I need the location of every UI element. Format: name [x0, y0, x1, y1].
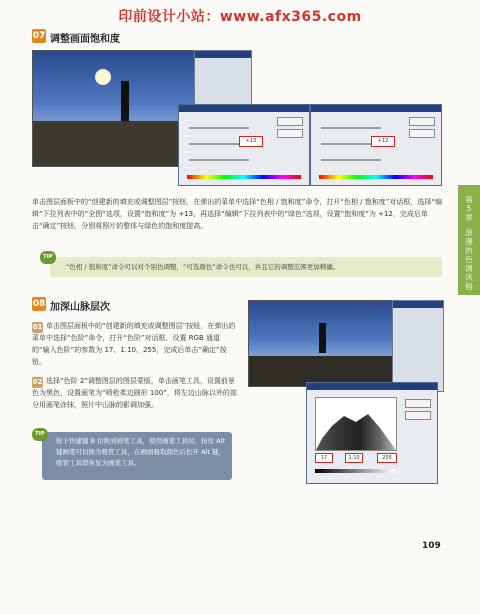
- page-number: 109: [422, 541, 441, 551]
- level-input-white: 255: [377, 453, 397, 463]
- levels-dialog: [306, 382, 438, 484]
- tip-box: [35, 431, 232, 480]
- section-title: 调整画面饱和度: [50, 34, 120, 45]
- figure-silhouette: [319, 323, 326, 353]
- section-body: 单击图层面板中的“创建新的填充或调整图层”按钮，在弹出的菜单中选择“色相 / 饱和度”命令，打开“色相 / 饱和度”对话框，选择“编辑”下拉列表中的“全图”选项，设置“饱和度”为 +13，再选择“编辑”下拉列表中的“绿色”选项，设置“饱和度”为 +12，完成后单击“确定”按钮，分别将照片的整体与绿色的饱和度提高。: [32, 198, 443, 230]
- step-text: 选择“色阶 2”调整图层的图层蒙版，单击画笔工具，设置前景色为黑色，设置画笔为“喷枪柔边圆形 100”，将左边山脉以外的部分用画笔涂抹，照片中山脉的影调加强。: [32, 377, 237, 409]
- saturation-value-2: +12: [371, 136, 395, 147]
- step-number: 01: [32, 323, 43, 331]
- section-number: 07: [32, 31, 46, 41]
- figure-photo-2: [248, 300, 395, 387]
- chapter-side-tab: [458, 185, 480, 295]
- level-input-black: 17: [315, 453, 333, 463]
- chapter-title: 浪漫的色调风格: [465, 228, 473, 291]
- tip-label: TIP: [40, 251, 56, 264]
- layers-panel: [194, 50, 252, 112]
- level-input-gamma: 1.10: [345, 453, 363, 463]
- tip-label: TIP: [32, 428, 48, 441]
- saturation-value-1: +13: [239, 136, 263, 147]
- layers-panel: [392, 300, 444, 392]
- tip-text: “色相 / 饱和度”命令可以对个别色调整，“可选颜色”命令也可以，并且它的调整范围更加精确。: [66, 263, 340, 271]
- figure-photo-1: [32, 50, 196, 167]
- figure-silhouette: [121, 81, 129, 121]
- hue-saturation-dialog-2: [310, 104, 442, 186]
- step-text: 单击图层面板中的“创建新的填充或调整图层”按钮，在弹出的菜单中选择“色阶”命令，打开“色阶”对话框，设置 RGB 通道的“输入色阶”的参数为 17、1.10、255，完成后单击“确定”按钮。: [32, 322, 236, 366]
- mountain-shape: [33, 121, 195, 166]
- sun-shape: [95, 69, 111, 85]
- step-number: 02: [32, 378, 43, 386]
- tip-box: [43, 254, 442, 277]
- hue-saturation-dialog-1: [178, 104, 310, 186]
- chapter-number: 第5章: [465, 195, 473, 222]
- tip-text: 按下快捷键 B 切换到画笔工具，使用画笔工具时，按住 Alt 键画笔可切换为吸管工具，在画面吸取颜色后松开 Alt 键，吸管工具即恢复为画笔工具。: [56, 437, 225, 467]
- section-title: 加深山脉层次: [50, 302, 110, 313]
- watermark-text: 印前设计小站：www.afx365.com: [118, 9, 362, 25]
- section-number: 08: [32, 299, 46, 309]
